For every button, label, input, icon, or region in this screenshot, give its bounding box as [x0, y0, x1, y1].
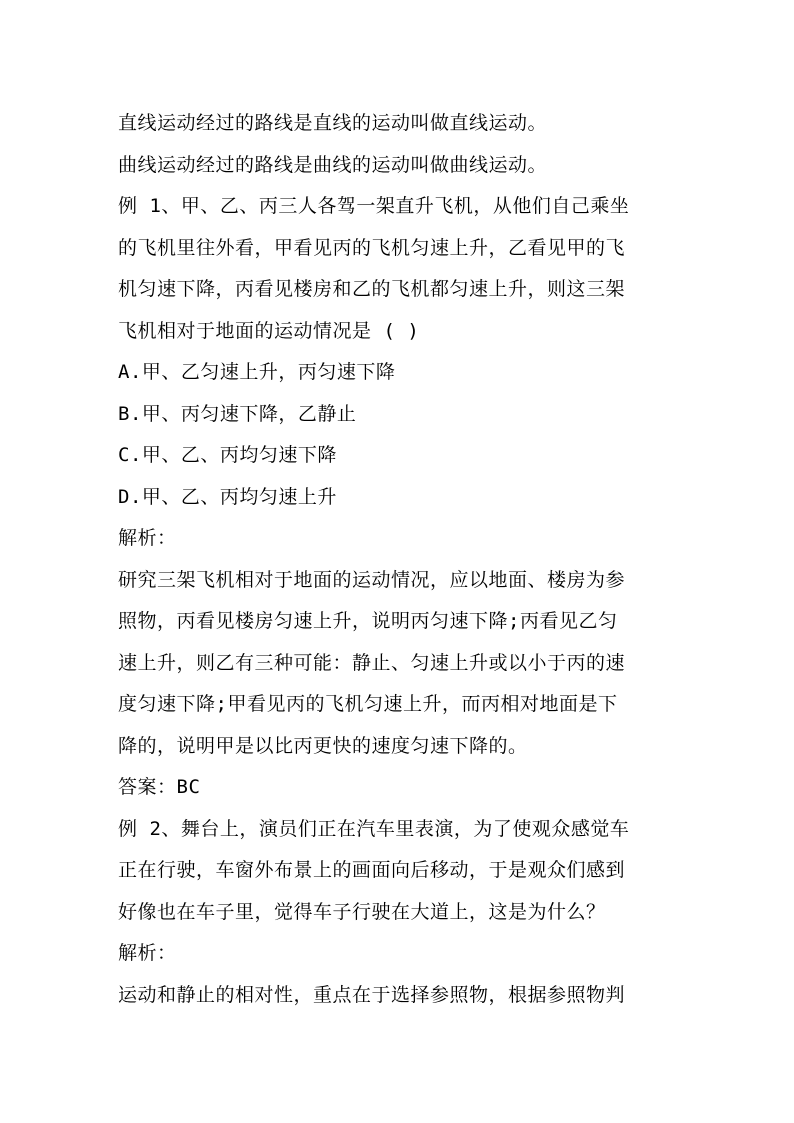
analysis-line: 研究三架飞机相对于地面的运动情况，应以地面、楼房为参 — [118, 568, 626, 591]
question-line: 例 1、甲、乙、丙三人各驾一架直升飞机，从他们自己乘坐 — [118, 195, 630, 217]
question-line: 机匀速下降，丙看见楼房和乙的飞机都匀速上升，则这三架 — [118, 278, 626, 300]
question-line: 例 2、舞台上，演员们正在汽车里表演，为了使观众感觉车 — [118, 817, 630, 840]
paragraph-line: 直线运动经过的路线是直线的运动叫做直线运动。 — [118, 112, 548, 134]
analysis-line: 照物，丙看见楼房匀速上升，说明丙匀速下降;丙看见乙匀 — [118, 610, 618, 632]
analysis-line: 运动和静止的相对性，重点在于选择参照物，根据参照物判 — [118, 983, 626, 1006]
analysis-heading: 解析： — [118, 942, 177, 964]
option-d: D.甲、乙、丙均匀速上升 — [118, 485, 337, 508]
question-line: 好像也在车子里，觉得车子行驶在大道上，这是为什么？ — [118, 900, 606, 923]
question-line: 正在行驶，车窗外布景上的画面向后移动，于是观众们感到 — [118, 859, 626, 881]
option-c: C.甲、乙、丙均匀速下降 — [118, 444, 337, 466]
question-line: 的飞机里往外看，甲看见丙的飞机匀速上升，乙看见甲的飞 — [118, 236, 626, 259]
option-a: A.甲、乙匀速上升，丙匀速下降 — [118, 361, 396, 383]
analysis-line: 度匀速下降;甲看见丙的飞机匀速上升，而丙相对地面是下 — [118, 693, 618, 715]
question-line: 飞机相对于地面的运动情况是 ( ) — [118, 319, 420, 342]
answer-line: 答案：BC — [118, 776, 201, 798]
analysis-heading: 解析： — [118, 527, 177, 549]
analysis-line: 降的，说明甲是以比丙更快的速度匀速下降的。 — [118, 734, 528, 757]
paragraph-line: 曲线运动经过的路线是曲线的运动叫做曲线运动。 — [118, 153, 548, 176]
document-body — [118, 103, 678, 1016]
analysis-line: 速上升，则乙有三种可能：静止、匀速上升或以小于丙的速 — [118, 651, 626, 674]
option-b: B.甲、丙匀速下降，乙静止 — [118, 402, 357, 425]
